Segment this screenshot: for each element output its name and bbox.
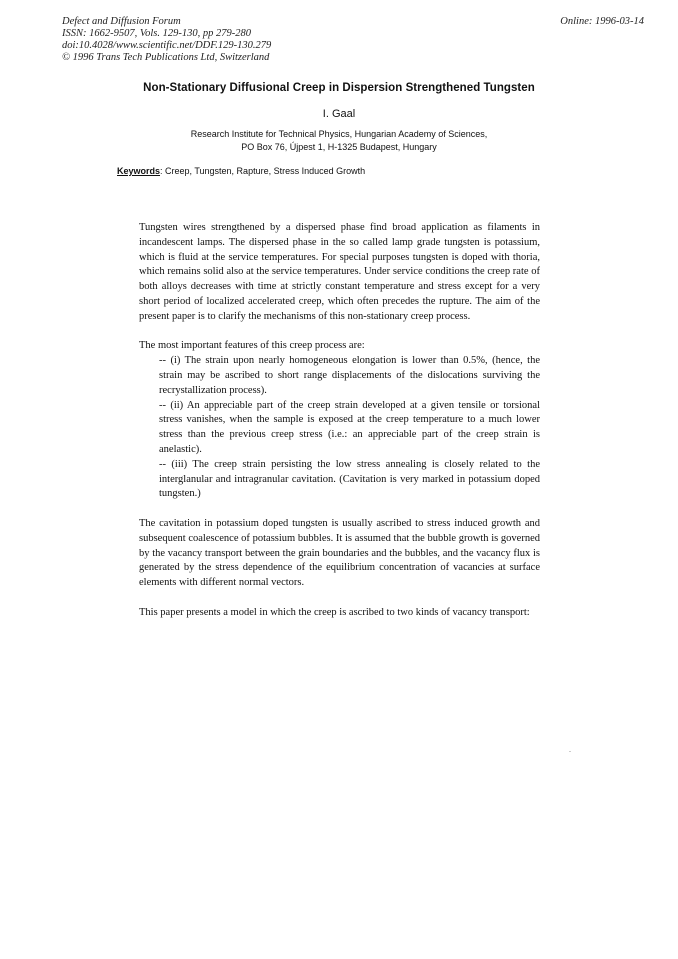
paper-title: Non-Stationary Diffusional Creep in Dispersion Strengthened Tungsten [143,82,535,94]
journal-name: Defect and Diffusion Forum [62,16,181,27]
doi-line: doi:10.4028/www.scientific.net/DDF.129-130.279 [62,40,272,51]
paragraph-features [139,339,540,502]
feature-item-2: -- (ii) An appreciable part of the creep strain developed at a given tensile or torsional stress vanishes, when the sample is exposed at the creep temperature to a much lower stress than the previous creep stress (i.e.: an appreciable part of the creep strain is anelastic). [159,399,540,455]
online-date: Online: 1996-03-14 [560,16,644,27]
scan-speck [569,751,571,752]
paper-body [139,221,540,635]
features-list [139,354,540,502]
affiliation [0,128,678,154]
keywords-label: Keywords [117,166,161,176]
paragraph-cavitation: The cavitation in potassium doped tungsten is usually ascribed to stress induced growth and subsequent coalescence of potassium bubbles. It is assumed that the bubble growth is governed by the vacancy transport between the grain boundaries and the bubbles, and the vacancy flux is generated by the stress dependence of the equilibrium concentration of vacancies at surface elements with different normal vectors. [139,517,540,589]
journal-header [62,16,271,64]
paper-author: I. Gaal [322,108,356,120]
paragraph-intro: Tungsten wires strengthened by a dispersed phase find broad application as filaments in incandescent lamps. The dispersed phase in the so called lamp grade tungsten is potassium, which is fluid at the service temperatures. For special purposes tungsten is doped with thoria, which remains solid also at the service temperatures. Under service conditions the creep rate of both alloys decreases with time at strictly constant temperature and stress except for a very short period of localized accelerated creep, which often precedes the rupture. The aim of the present paper is to clarify the mechanisms of this non-stationary creep process. [139,222,540,322]
affiliation-line-2: PO Box 76, Újpest 1, H-1325 Budapest, Hungary [241,142,437,152]
keywords-line [117,166,365,176]
copyright-line: © 1996 Trans Tech Publications Ltd, Switzerland [62,52,270,63]
issn-line: ISSN: 1662-9507, Vols. 129-130, pp 279-280 [62,28,251,39]
keywords-list: : Creep, Tungsten, Rapture, Stress Induced Growth [160,166,366,176]
feature-item-1: -- (i) The strain upon nearly homogeneous elongation is lower than 0.5%, (hence, the strain may be ascribed to short range displacements of the dislocations surviving the recrystallization process). [159,355,540,396]
features-intro: The most important features of this creep process are: [139,340,365,352]
paragraph-model: This paper presents a model in which the creep is ascribed to two kinds of vacancy transport: [139,606,530,618]
affiliation-line-1: Research Institute for Technical Physics, Hungarian Academy of Sciences, [190,129,488,139]
feature-item-3: -- (iii) The creep strain persisting the low stress annealing is closely related to the interglanular and intragranular cavitation. (Cavitation is very marked in potassium doped tungsten.) [159,458,540,500]
